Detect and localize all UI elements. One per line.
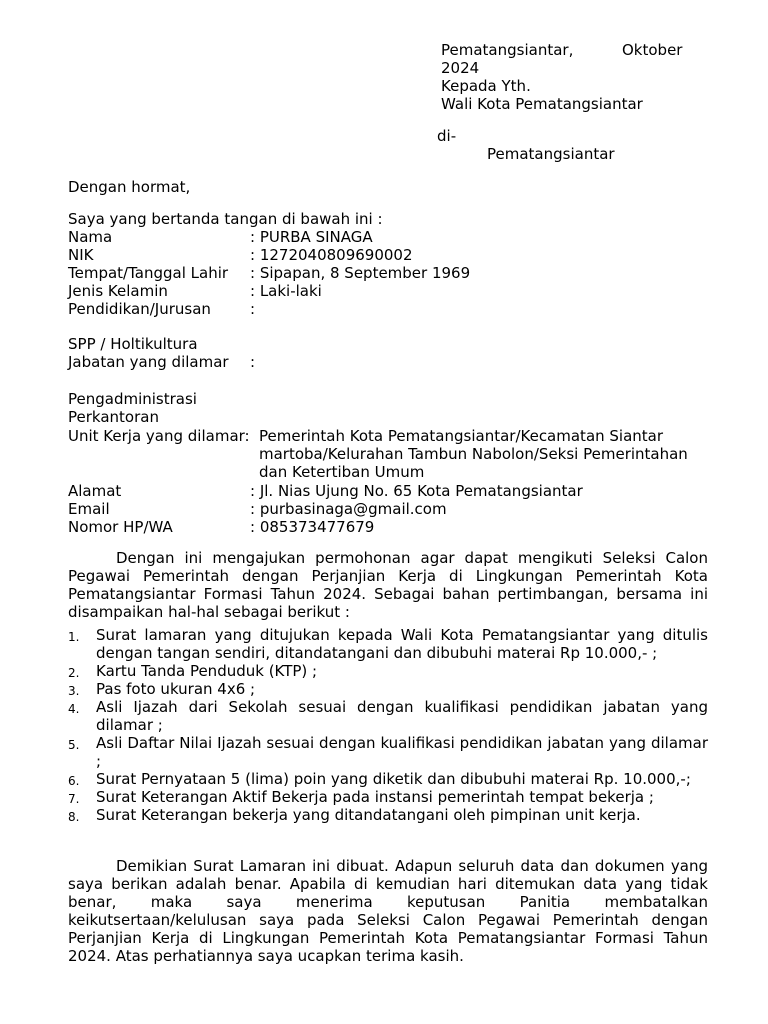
- field-value-jabatan-line1: Pengadministrasi: [68, 390, 197, 408]
- closing-paragraph: Demikian Surat Lamaran ini dibuat. Adapun seluruh data dan dokumen yang saya berikan adalah benar. Apabila di kemudian hari ditemukan data yang tidak benar, maka saya menerima keputusan Panitia membatalkan keikutsertaan/kelulusan saya pada Seleksi Calon Pegawai Pemerintah dengan Perjanjian Kerja di Lingkungan Pemerintah Kota Pematangsiantar Formasi Tahun 2024. Atas perhatiannya saya ucapkan terima kasih.: [68, 857, 708, 965]
- field-value: : Laki-laki: [250, 282, 322, 300]
- field-row-nik: [0, 246, 768, 264]
- attachment-list: [68, 626, 708, 824]
- list-text: Asli Ijazah dari Sekolah sesuai dengan kualifikasi pendidikan jabatan yang dilamar ;: [96, 698, 708, 734]
- field-label: Nama: [68, 228, 113, 246]
- field-value: : Sipapan, 8 September 1969: [250, 264, 471, 282]
- field-value: : 1272040809690002: [250, 246, 413, 264]
- field-label: Jabatan yang dilamar: [68, 353, 229, 371]
- greeting: Dengan hormat,: [68, 178, 191, 196]
- list-number: 1.: [68, 630, 80, 644]
- letter-month: Oktober: [622, 41, 683, 59]
- list-text: Surat Keterangan Aktif Bekerja pada instansi pemerintah tempat bekerja ;: [96, 788, 654, 806]
- list-text: Asli Daftar Nilai Ijazah sesuai dengan kualifikasi pendidikan jabatan yang dilamar ;: [96, 734, 708, 770]
- recipient-prefix: Kepada Yth.: [441, 77, 531, 95]
- field-value: : purbasinaga@gmail.com: [250, 500, 447, 518]
- list-number: 8.: [68, 810, 80, 824]
- field-row-jabatan: [0, 353, 768, 371]
- list-item: [68, 806, 708, 824]
- list-number: 5.: [68, 738, 80, 752]
- list-number: 2.: [68, 666, 80, 680]
- field-value-jabatan-line2: Perkantoran: [68, 408, 159, 426]
- field-value: : 085373477679: [250, 518, 375, 536]
- recipient-location: Pematangsiantar: [487, 145, 615, 163]
- recipient-name: Wali Kota Pematangsiantar: [441, 95, 643, 113]
- list-number: 6.: [68, 774, 80, 788]
- field-row-unit-kerja: [0, 427, 768, 445]
- field-label: Alamat: [68, 482, 122, 500]
- field-row-email: [0, 500, 768, 518]
- field-row-alamat: [0, 482, 768, 500]
- field-row-nama: [0, 228, 768, 246]
- letter-year: 2024: [441, 59, 480, 77]
- field-value-unit-line2: martoba/Kelurahan Tambun Nabolon/Seksi Pemerintahan: [259, 445, 688, 463]
- recipient-di: di-: [437, 127, 457, 145]
- field-colon: :: [250, 353, 256, 371]
- field-label: Nomor HP/WA: [68, 518, 173, 536]
- intro-line: Saya yang bertanda tangan di bawah ini :: [68, 210, 383, 228]
- field-value-unit-line3: dan Ketertiban Umum: [259, 463, 425, 481]
- field-value-pendidikan: SPP / Holtikultura: [68, 335, 198, 353]
- field-label: Unit Kerja yang dilamar:: [68, 427, 250, 445]
- list-text: Surat lamaran yang ditujukan kepada Wali Kota Pematangsiantar yang ditulis dengan tangan sendiri, ditandatangani dan dibubuhi materai Rp 10.000,- ;: [96, 626, 708, 662]
- field-label: NIK: [68, 246, 94, 264]
- field-label: Tempat/Tanggal Lahir: [68, 264, 229, 282]
- list-item: [68, 698, 708, 734]
- list-text: Surat Keterangan bekerja yang ditandatangani oleh pimpinan unit kerja.: [96, 806, 641, 824]
- list-item: [68, 788, 708, 806]
- field-value: : PURBA SINAGA: [250, 228, 373, 246]
- list-item: [68, 662, 708, 680]
- list-number: 7.: [68, 792, 80, 806]
- field-row-ttl: [0, 264, 768, 282]
- list-number: 4.: [68, 702, 80, 716]
- field-label: Jenis Kelamin: [68, 282, 168, 300]
- field-row-pendidikan: [0, 300, 768, 318]
- list-item: [68, 680, 708, 698]
- field-row-jenis-kelamin: [0, 282, 768, 300]
- list-item: [68, 770, 708, 788]
- body-paragraph: Dengan ini mengajukan permohonan agar dapat mengikuti Seleksi Calon Pegawai Pemerintah dengan Perjanjian Kerja di Lingkungan Pemerintah Kota Pematangsiantar Formasi Tahun 2024. Sebagai bahan pertimbangan, bersama ini disampaikan hal-hal sebagai berikut :: [68, 549, 708, 621]
- field-colon: :: [250, 300, 256, 318]
- list-text: Kartu Tanda Penduduk (KTP) ;: [96, 662, 318, 680]
- list-item: [68, 734, 708, 770]
- field-row-nomor-hp: [0, 518, 768, 536]
- field-value: : Jl. Nias Ujung No. 65 Kota Pematangsiantar: [250, 482, 583, 500]
- letter-place: Pematangsiantar,: [441, 41, 574, 59]
- list-text: Pas foto ukuran 4x6 ;: [96, 680, 256, 698]
- field-label: Pendidikan/Jurusan: [68, 300, 211, 318]
- list-item: [68, 626, 708, 662]
- field-value: Pemerintah Kota Pematangsiantar/Kecamatan Siantar: [259, 427, 664, 445]
- list-number: 3.: [68, 684, 80, 698]
- field-label: Email: [68, 500, 110, 518]
- list-text: Surat Pernyataan 5 (lima) poin yang diketik dan dibubuhi materai Rp. 10.000,-;: [96, 770, 691, 788]
